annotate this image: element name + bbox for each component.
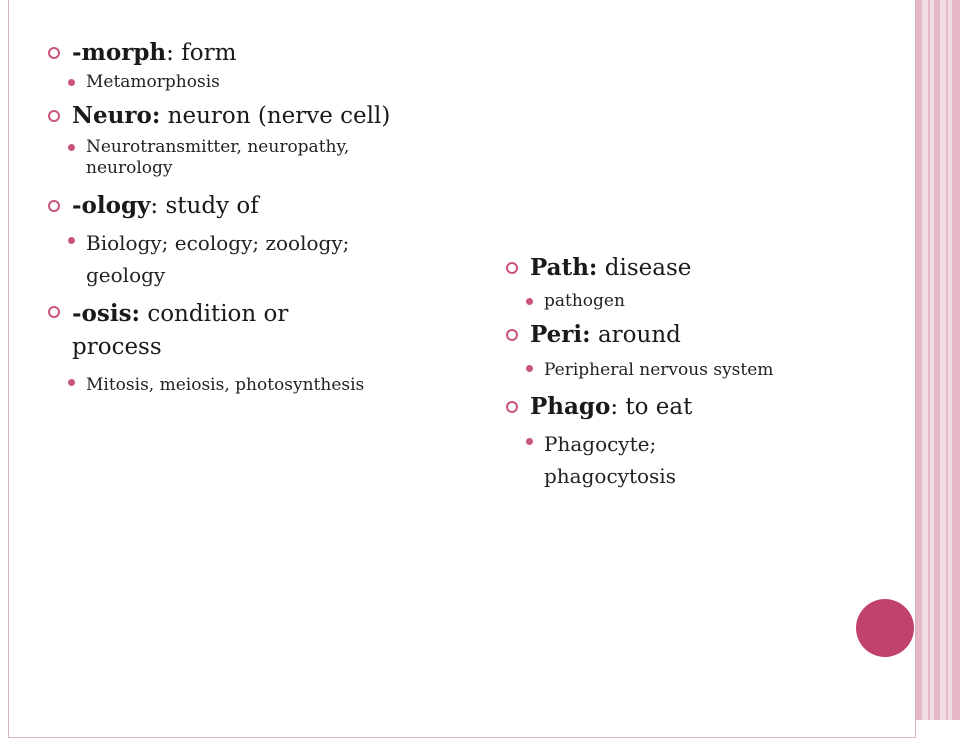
term: -ology (72, 192, 151, 219)
meaning: study of (165, 193, 259, 219)
ring-bullet-icon (48, 47, 60, 59)
dot-bullet-icon (68, 237, 75, 244)
ring-bullet-icon (506, 262, 518, 274)
meaning: to eat (625, 394, 693, 420)
example-list (48, 137, 428, 179)
entry-peri (506, 320, 826, 382)
entry-path (506, 253, 826, 312)
meaning: disease (604, 255, 692, 281)
example-list (48, 72, 428, 93)
example-list (506, 358, 826, 382)
left-column (48, 38, 428, 398)
list-item: Mitosis, meiosis, photosynthesis (48, 372, 376, 398)
list-item: Metamorphosis (48, 72, 428, 93)
entry-neuro (48, 101, 428, 179)
ring-bullet-icon (48, 306, 60, 318)
dot-bullet-icon (68, 379, 75, 386)
dot-bullet-icon (526, 298, 533, 305)
list-item: Neurotransmitter, neuropathy, neurology (48, 137, 426, 179)
ring-bullet-icon (506, 329, 518, 341)
meaning: condition or process (72, 301, 289, 360)
example-list (506, 291, 826, 312)
ring-bullet-icon (506, 401, 518, 413)
list-item: Phagocyte; phagocytosis (506, 428, 764, 492)
meaning: neuron (nerve cell) (167, 103, 391, 129)
ring-bullet-icon (48, 200, 60, 212)
term: Neuro: (72, 102, 161, 129)
meaning: form (181, 40, 237, 66)
entry-morph: -morph: form Metamorphosis (48, 38, 428, 93)
meaning: around (597, 322, 681, 348)
term: Phago (530, 393, 611, 420)
entry-ology: -ology: study of Biology; ecology; zoology; geology (48, 191, 428, 291)
ring-bullet-icon (48, 110, 60, 122)
dot-bullet-icon (526, 438, 533, 445)
entry-osis (48, 297, 428, 398)
list-item: Biology; ecology; zoology; geology (48, 227, 376, 291)
list-item: Peripheral nervous system (506, 358, 824, 382)
dot-bullet-icon (68, 144, 75, 151)
accent-circle (856, 599, 914, 657)
dot-bullet-icon (526, 365, 533, 372)
example-list (48, 227, 428, 291)
decorative-stripes (916, 0, 960, 720)
example-list (506, 428, 826, 492)
example-list (48, 372, 428, 398)
list-item: pathogen (506, 291, 826, 312)
right-column (506, 253, 826, 492)
term: -osis: (72, 300, 141, 327)
dot-bullet-icon (68, 79, 75, 86)
term: Peri: (530, 321, 591, 348)
entry-phago: Phago: to eat Phagocyte; phagocytosis (506, 392, 826, 492)
term: -morph (72, 39, 167, 66)
term: Path: (530, 254, 598, 281)
